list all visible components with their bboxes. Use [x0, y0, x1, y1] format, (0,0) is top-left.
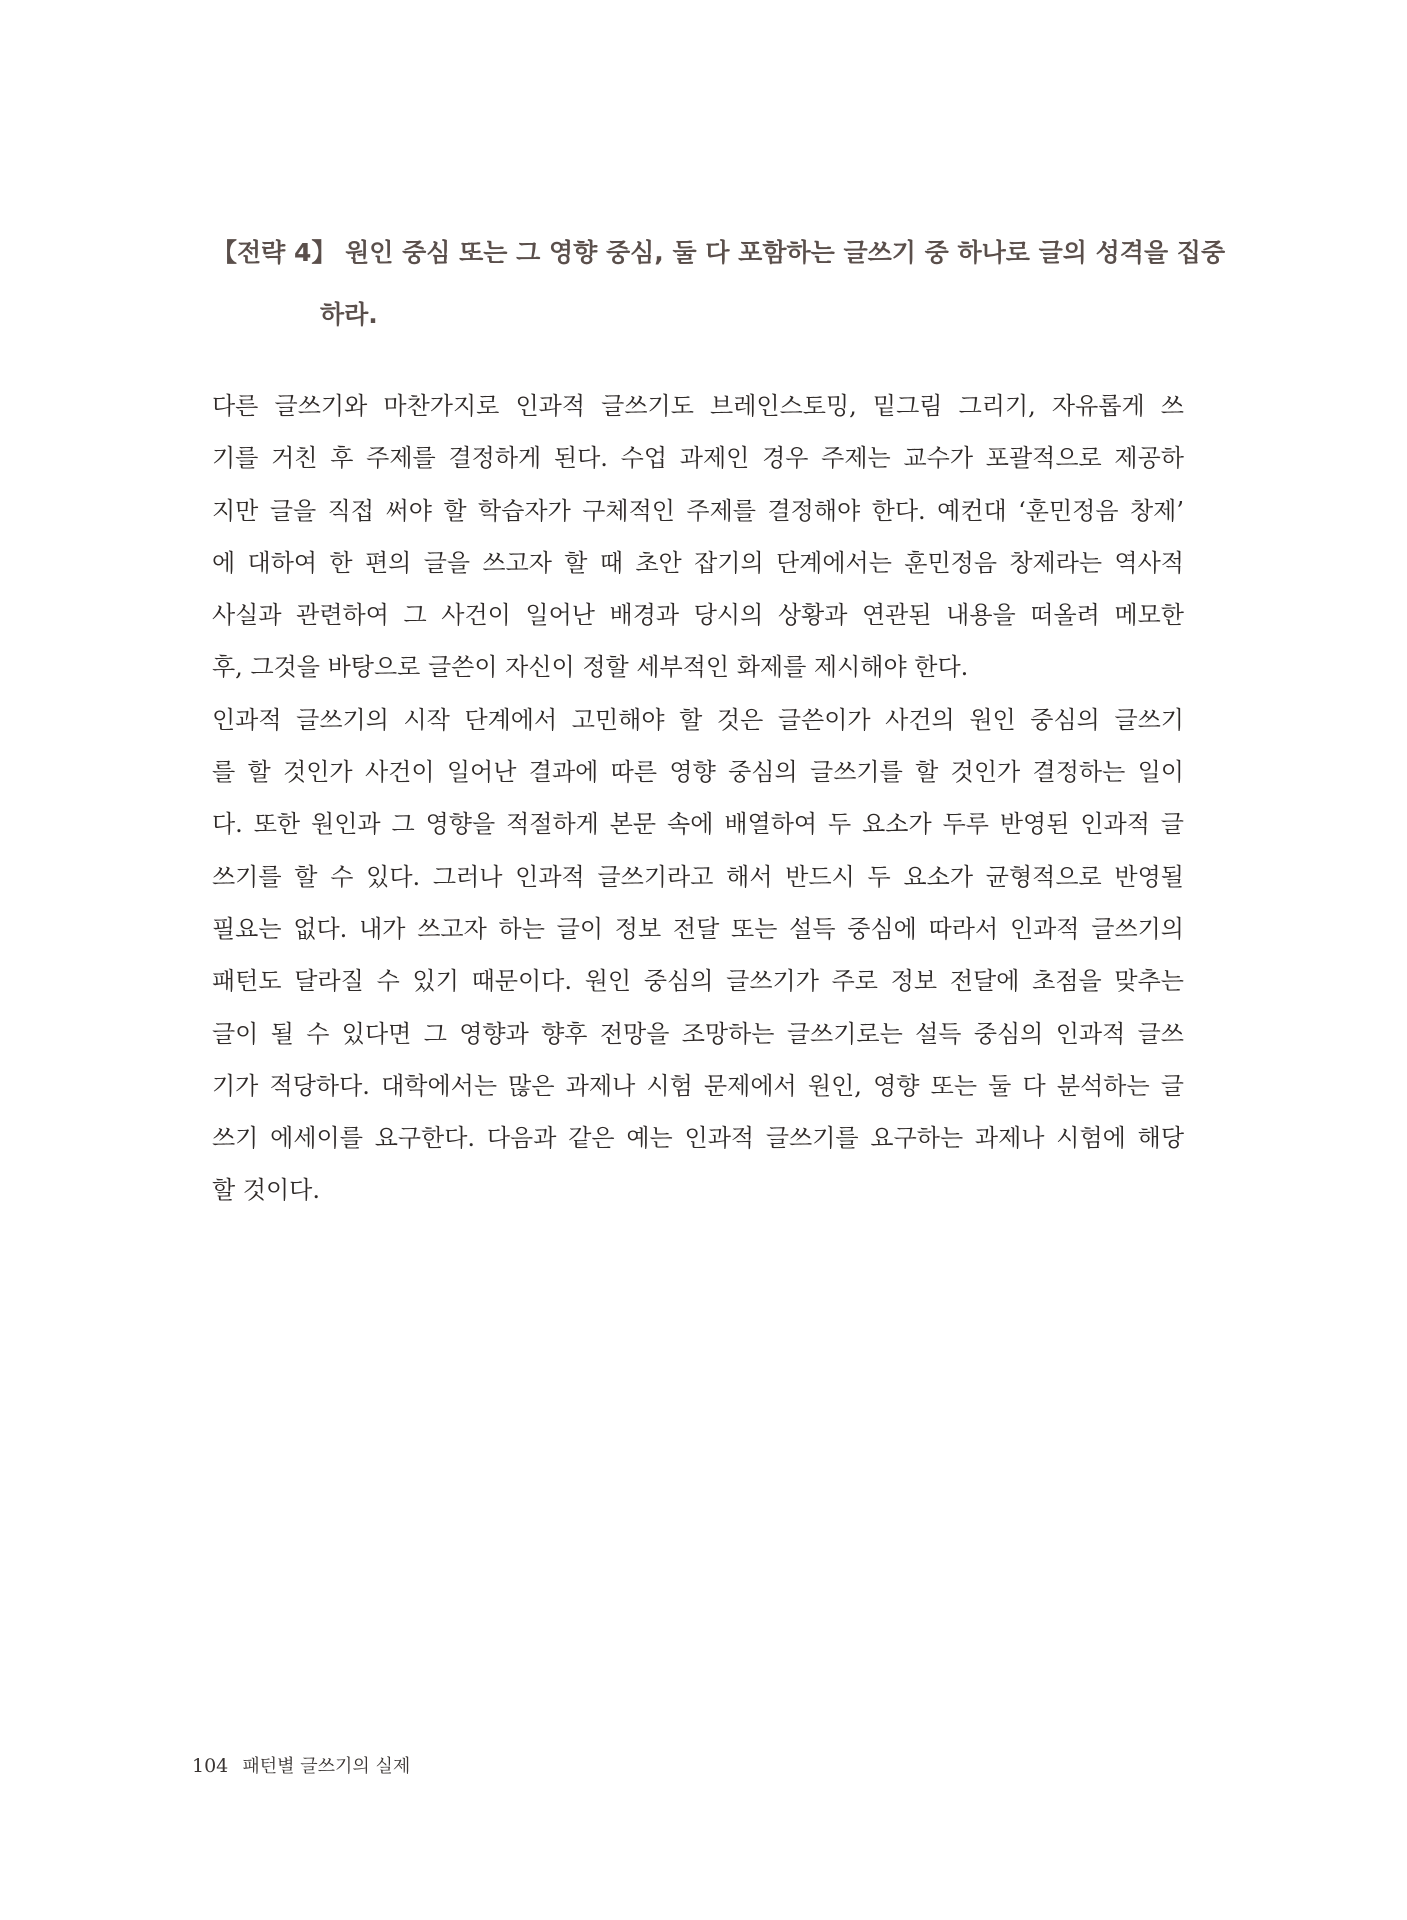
body-line: 사실과 관련하여 그 사건이 일어난 배경과 당시의 상황과 연관된 내용을 떠올려 메모한: [212, 601, 1184, 630]
page-footer: [192, 1752, 410, 1778]
body-line: 지만 글을 직접 써야 할 학습자가 구체적인 주제를 결정해야 한다. 예컨대 ‘훈민정음 창제’: [212, 496, 1184, 525]
body-line: 쓰기 에세이를 요구한다. 다음과 같은 예는 인과적 글쓰기를 요구하는 과제나 시험에 해당: [212, 1124, 1184, 1153]
body-line: 할 것이다.: [212, 1176, 320, 1205]
body-line: 쓰기를 할 수 있다. 그러나 인과적 글쓰기라고 해서 반드시 두 요소가 균형적으로 반영될: [212, 862, 1184, 891]
book-title: 패턴별 글쓰기의 실제: [242, 1756, 411, 1777]
body-line: 기가 적당하다. 대학에서는 많은 과제나 시험 문제에서 원인, 영향 또는 둘 다 분석하는 글: [212, 1071, 1184, 1100]
body-text: [212, 380, 1184, 1217]
body-line: 패턴도 달라질 수 있기 때문이다. 원인 중심의 글쓰기가 주로 정보 전달에 초점을 맞추는: [212, 967, 1184, 996]
body-line: 기를 거친 후 주제를 결정하게 된다. 수업 과제인 경우 주제는 교수가 포괄적으로 제공하: [212, 444, 1184, 473]
strategy-heading: [212, 222, 1226, 346]
page-number: 104: [192, 1755, 229, 1777]
body-line: 다른 글쓰기와 마찬가지로 인과적 글쓰기도 브레인스토밍, 밑그림 그리기, 자유롭게 쓰: [212, 392, 1184, 420]
body-line: 다. 또한 원인과 그 영향을 적절하게 본문 속에 배열하여 두 요소가 두루 반영된 인과적 글: [212, 810, 1184, 839]
body-line: 글이 될 수 있다면 그 영향과 향후 전망을 조망하는 글쓰기로는 설득 중심의 인과적 글쓰: [212, 1019, 1184, 1048]
heading-line-1: 【전략 4】 원인 중심 또는 그 영향 중심, 둘 다 포함하는 글쓰기 중 하나로 글의 성격을 집중: [212, 238, 1226, 267]
body-line: 에 대하여 한 편의 글을 쓰고자 할 때 초안 잡기의 단계에서는 훈민정음 창제라는 역사적: [212, 548, 1184, 577]
body-line: 필요는 없다. 내가 쓰고자 하는 글이 정보 전달 또는 설득 중심에 따라서 인과적 글쓰기의: [212, 914, 1184, 943]
body-line: 후, 그것을 바탕으로 글쓴이 자신이 정할 세부적인 화제를 제시해야 한다.: [212, 653, 969, 682]
body-line: 를 할 것인가 사건이 일어난 결과에 따른 영향 중심의 글쓰기를 할 것인가 결정하는 일이: [212, 758, 1184, 787]
heading-line-2: 하라.: [320, 300, 378, 329]
body-line: 인과적 글쓰기의 시작 단계에서 고민해야 할 것은 글쓴이가 사건의 원인 중심의 글쓰기: [212, 705, 1184, 734]
